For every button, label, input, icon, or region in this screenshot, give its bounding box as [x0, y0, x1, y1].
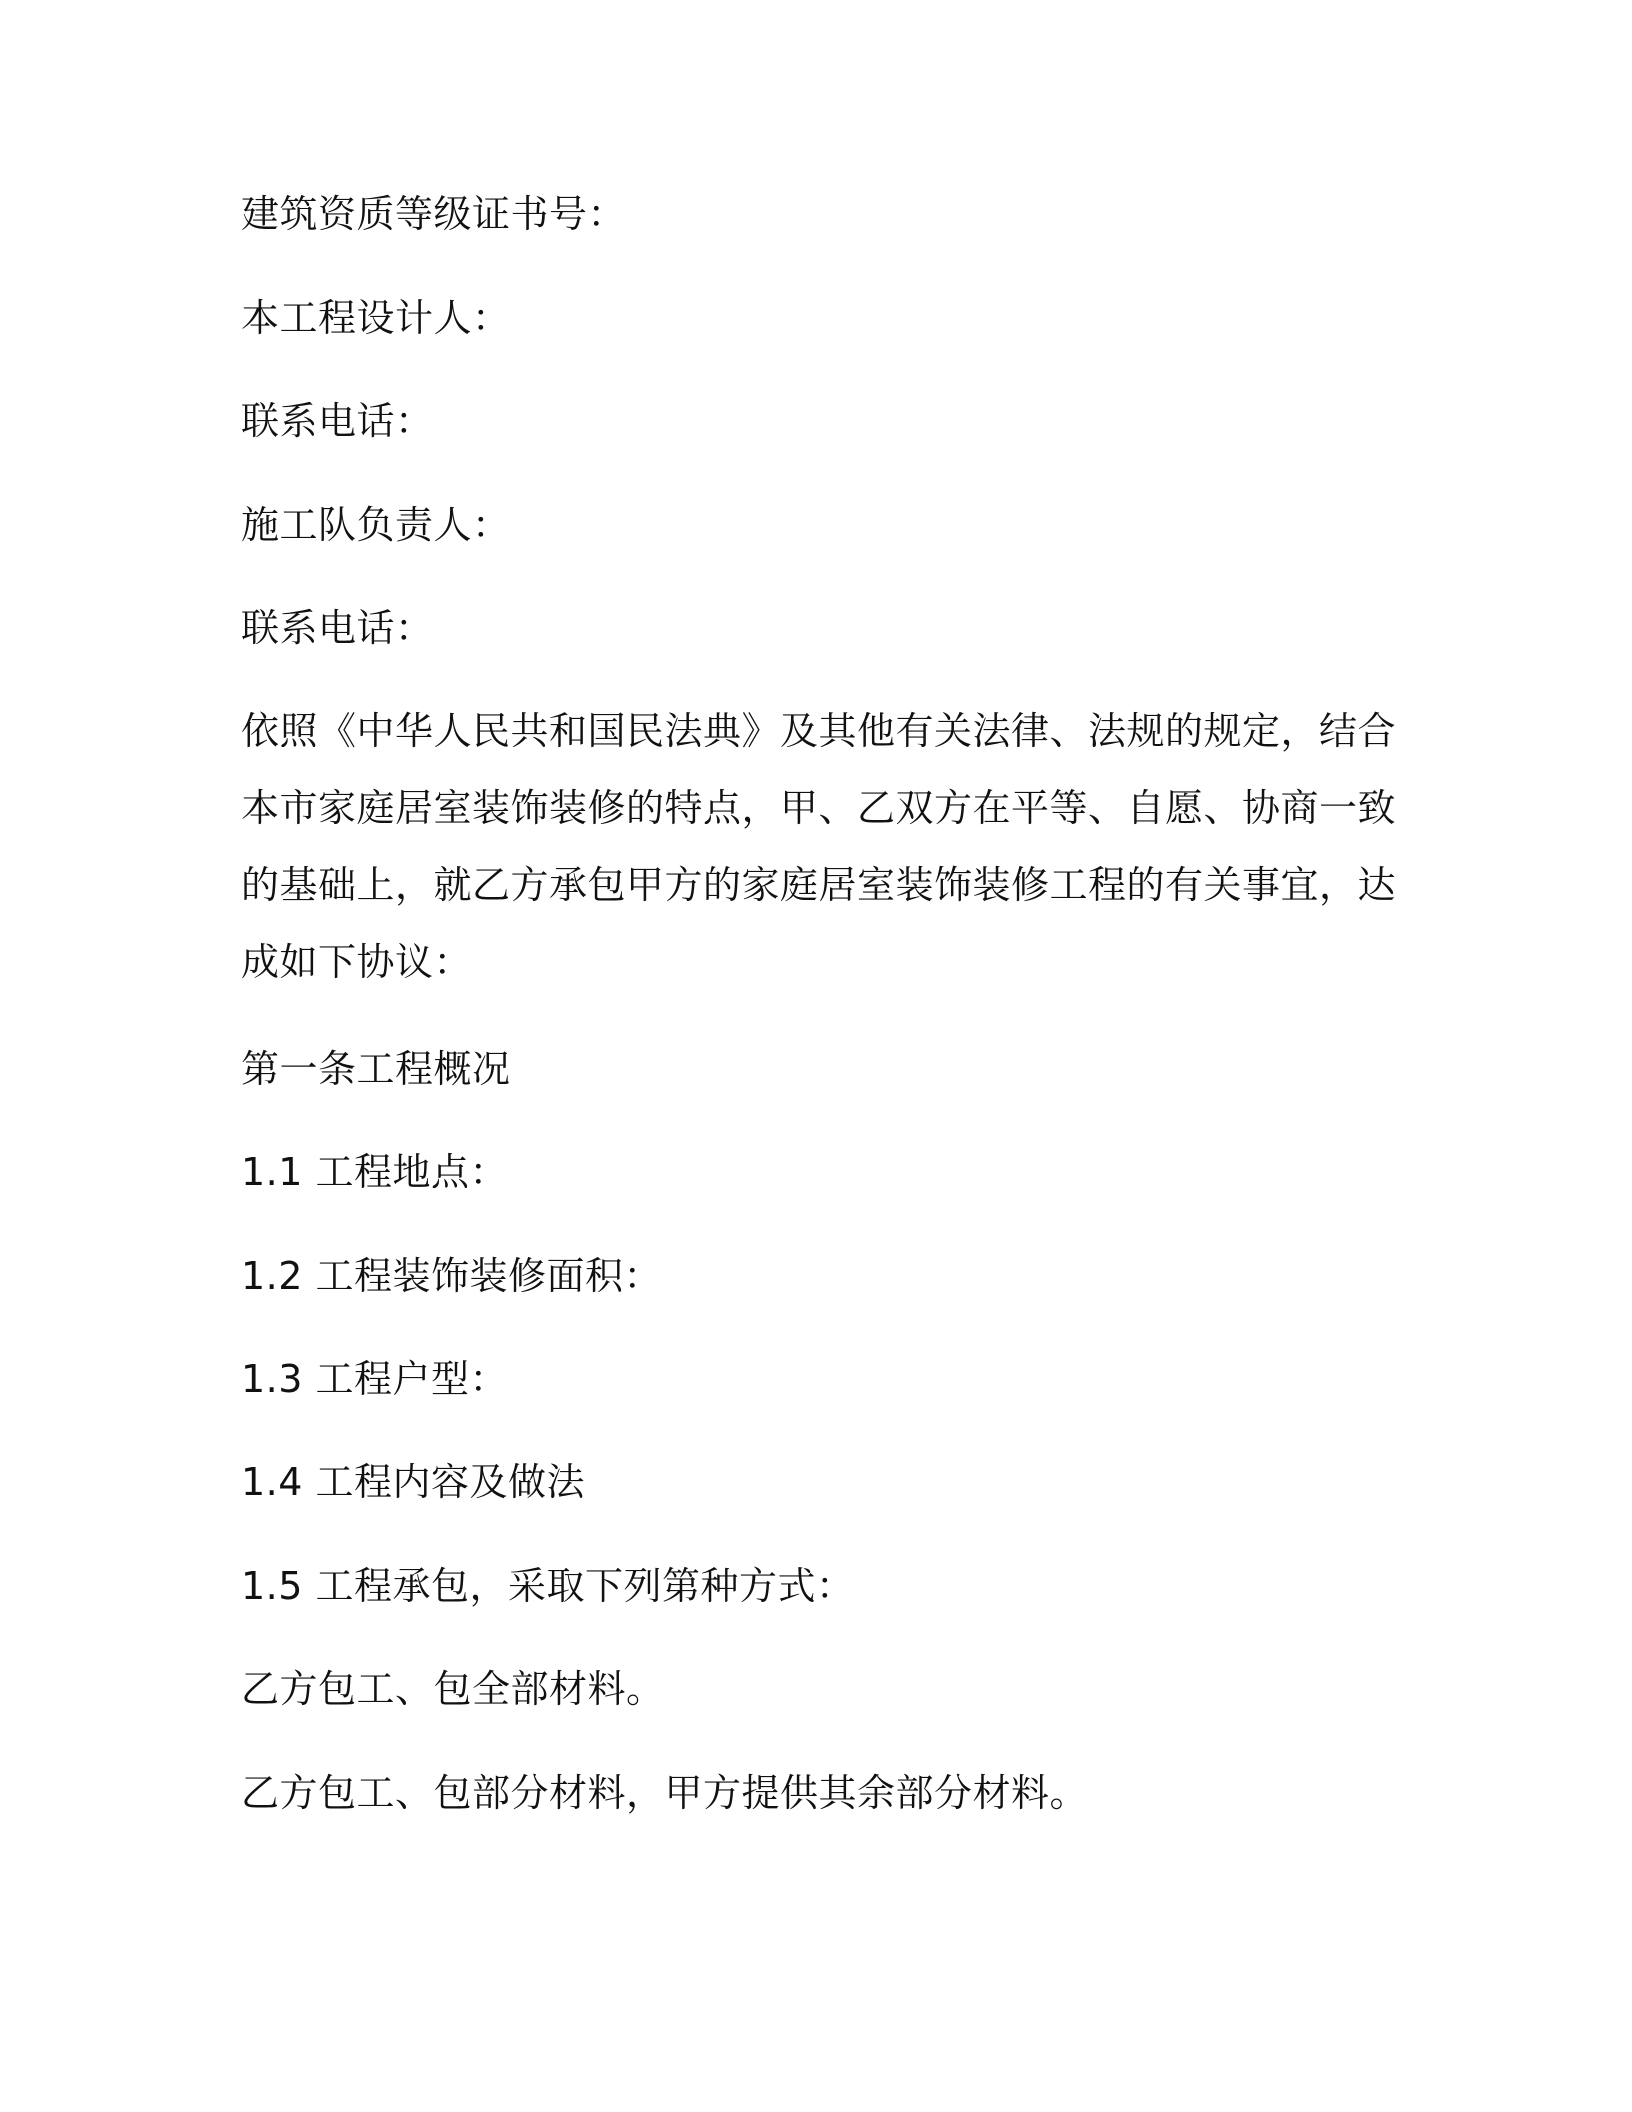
preamble-paragraph — [241, 693, 1396, 1001]
clause-1-5: 1.5 工程承包，采取下列第种方式： — [241, 1564, 855, 1608]
preamble-row: 的基础上，就乙方承包甲方的家庭居室装饰装修工程的有关事宜，达 — [241, 863, 1397, 907]
qualification-cert-line: 建筑资质等级证书号： — [241, 192, 627, 236]
preamble-row: 本市家庭居室装饰装修的特点，甲、乙双方在平等、自愿、协商一致 — [241, 786, 1397, 830]
designer-phone-line: 联系电话： — [241, 399, 434, 443]
clause-1-2: 1.2 工程装饰装修面积： — [241, 1254, 663, 1298]
designer-line: 本工程设计人： — [241, 296, 511, 340]
preamble-row: 成如下协议： — [241, 940, 473, 984]
construction-lead-line: 施工队负责人： — [241, 503, 511, 547]
construction-phone-line: 联系电话： — [241, 606, 434, 650]
clause-1-3: 1.3 工程户型： — [241, 1357, 509, 1401]
option-line: 乙方包工、包部分材料，甲方提供其余部分材料。 — [241, 1771, 1089, 1815]
section-heading: 第一条工程概况 — [241, 1047, 511, 1091]
clause-1-1: 1.1 工程地点： — [241, 1150, 509, 1194]
option-line: 乙方包工、包全部材料。 — [241, 1667, 665, 1711]
preamble-row: 依照《中华人民共和国民法典》及其他有关法律、法规的规定，结合 — [241, 709, 1397, 753]
clause-1-4: 1.4 工程内容及做法 — [241, 1460, 586, 1504]
